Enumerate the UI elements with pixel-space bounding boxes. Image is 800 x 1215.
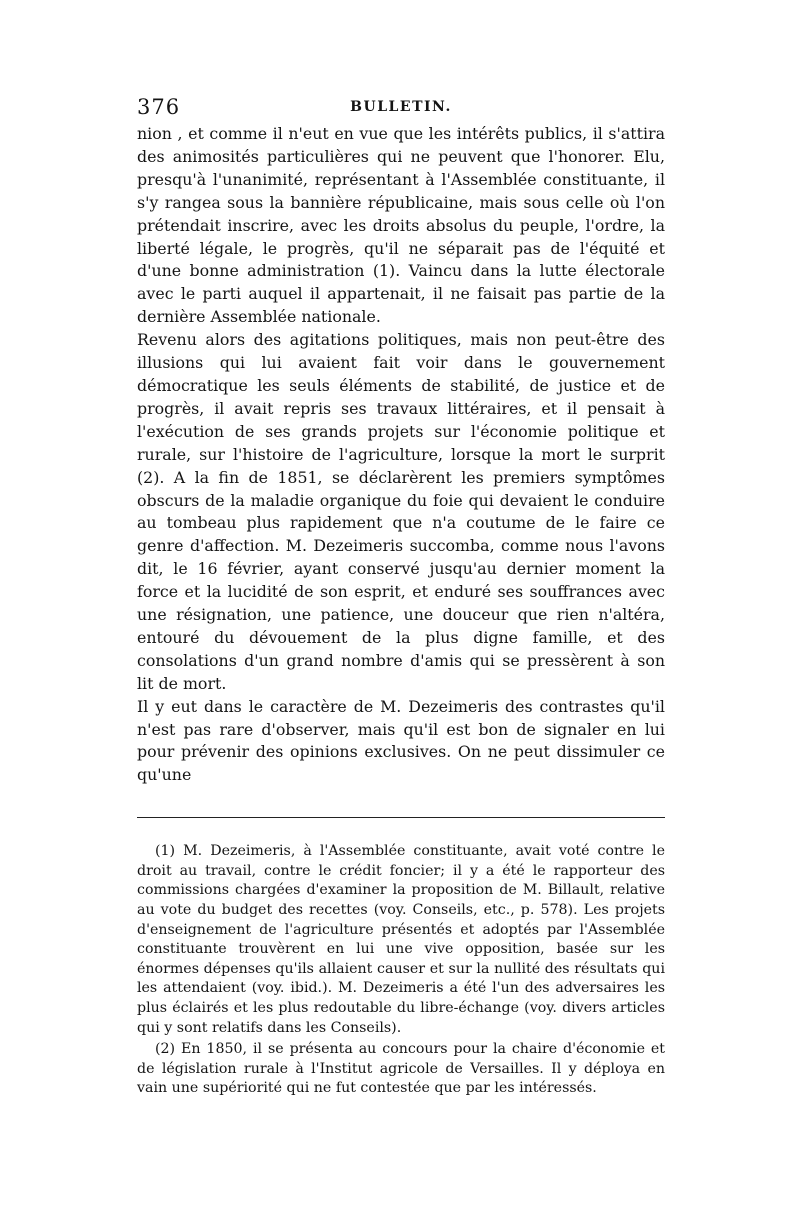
footnote: (2) En 1850, il se présenta au concours pour la chaire d'économie et de législation rurale à l'Institut agricole de Versailles. Il y déploya en vain une supériorité qui ne fut contestée que par les intéressés. xyxy=(137,1041,665,1097)
footnote-separator xyxy=(137,817,665,818)
footnotes xyxy=(137,842,665,1099)
paragraph: nion , et comme il n'eut en vue que les intérêts publics, il s'attira des animosités particulières qui ne peuvent que l'honorer. Elu, presqu'à l'unanimité, représentant à l'Assemblée constituante, il s'y rangea sous la bannière républicaine, mais sous celle où l'on prétendait inscrire, avec les droits absolus du peuple, l'ordre, la liberté légale, le progrès, qu'il ne séparait pas de l'équité et d'une bonne administration (1). Vaincu dans la lutte électorale avec le parti auquel il appartenait, il ne faisait pas partie de la dernière Assemblée nationale. xyxy=(137,124,665,327)
paragraph: Il y eut dans le caractère de M. Dezeimeris des contrastes qu'il n'est pas rare d'observer, mais qu'il est bon de signaler en lui pour prévenir des opinions exclusives. On ne peut dissimuler ce qu'une xyxy=(137,696,665,785)
document-page xyxy=(137,95,665,1099)
page-number: 376 xyxy=(137,95,181,119)
footnote: (1) M. Dezeimeris, à l'Assemblée constituante, avait voté contre le droit au travail, contre le crédit foncier; il y a été le rapporteur des commissions chargées d'examiner la proposition de M. Billault, relative au vote du budget des recettes (voy. Conseils, etc., p. 578). Les projets d'enseignement de l'agriculture présentés et adoptés par l'Assemblée constituante trouvèrent en lui une vive opposition, basée sur les énormes dépenses qu'ils allaient causer et sur la nullité des résultats qui les attendaient (voy. ibid.). M. Dezeimeris a été l'un des adversaires les plus éclairés et les plus redoutable du libre-échange (voy. divers articles qui y sont relatifs dans les Conseils). xyxy=(137,843,665,1036)
running-head: BULLETIN. xyxy=(350,99,452,115)
paragraph: Revenu alors des agitations politiques, mais non peut-être des illusions qui lui avaient fait voir dans le gouvernement démocratique les seuls éléments de stabilité, de justice et de progrès, il avait repris ses travaux littéraires, et il pensait à l'exécution de ses grands projets sur l'économie politique et rurale, sur l'histoire de l'agriculture, lorsque la mort le surprit (2). A la fin de 1851, se déclarèrent les premiers symptômes obscurs de la maladie organique du foie qui devaient le conduire au tombeau plus rapidement que n'a coutume de le faire ce genre d'affection. M. Dezeimeris succomba, comme nous l'avons dit, le 16 février, ayant conservé jusqu'au dernier moment la force et la lucidité de son esprit, et enduré ses souffrances avec une résignation, une patience, une douceur que rien n'altéra, entouré du dévouement de la plus digne famille, et des consolations d'un grand nombre d'amis qui se pressèrent à son lit de mort. xyxy=(137,330,665,693)
page-header xyxy=(137,95,665,123)
body-text xyxy=(137,123,665,787)
